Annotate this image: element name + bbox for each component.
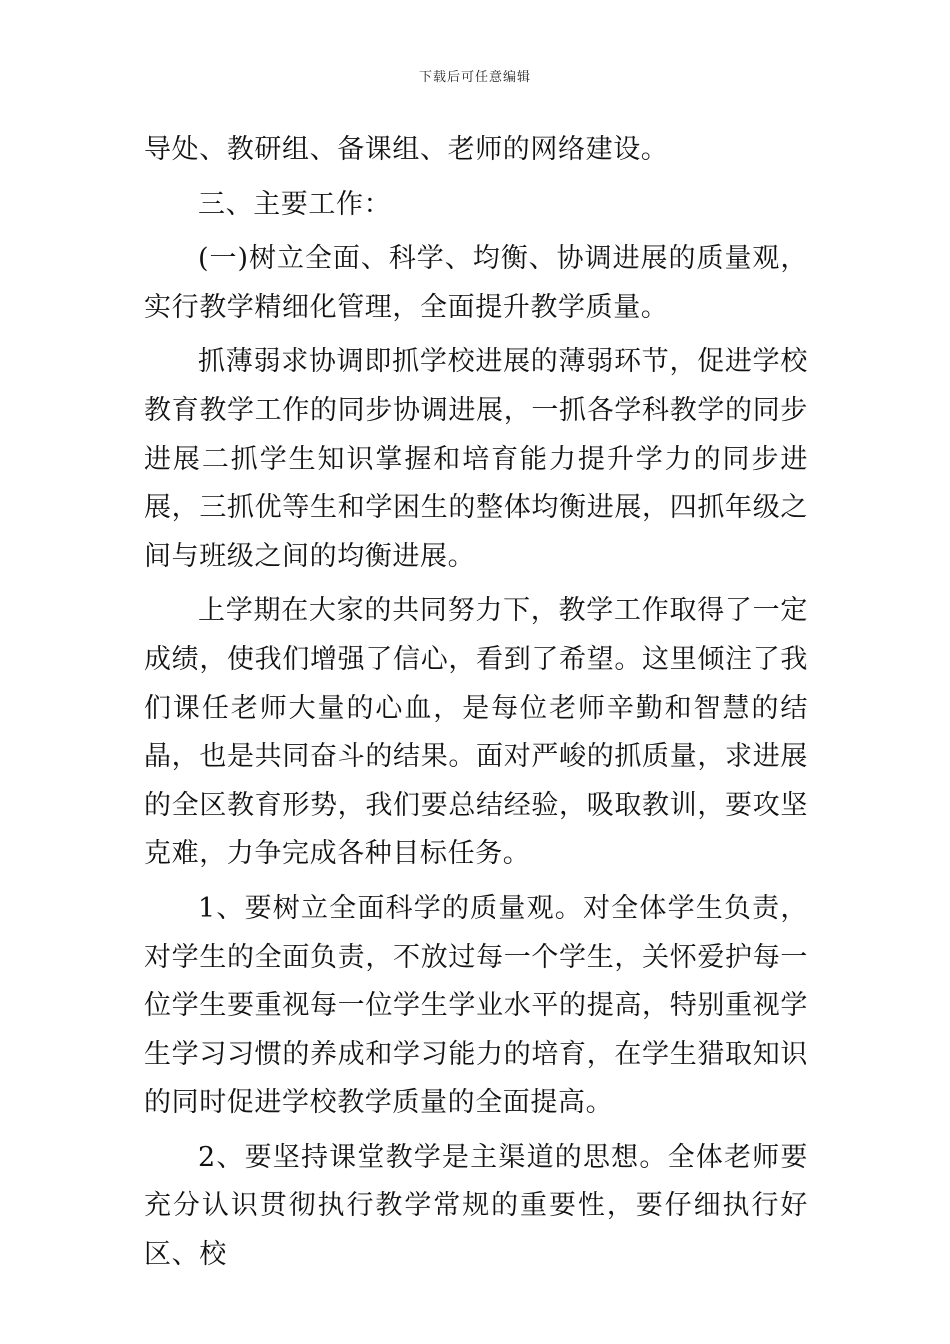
paragraph: 导处、教研组、备课组、老师的网络建设。	[144, 134, 669, 165]
paragraph: 1、要树立全面科学的质量观。对全体学生负责，对学生的全面负责，不放过每一个学生，关怀爱护每一位学生要重视每一位学生学业水平的提高，特别重视学生学习习惯的养成和学习能力的培育，在学生猎取知识的同时促进学校教学质量的全面提高。	[144, 892, 808, 1119]
page-header: 下载后可任意编辑	[418, 70, 531, 85]
section-heading: 三、主要工作：	[198, 188, 392, 220]
paragraph: 上学期在大家的共同努力下，教学工作取得了一定成绩，使我们增强了信心，看到了希望。这里倾注了我们课任老师大量的心血，是每位老师辛勤和智慧的结晶，也是共同奋斗的结果。面对严峻的抓质量，求进展的全区教育形势，我们要总结经验，吸取教训，要攻坚克难，力争完成各种目标任务。	[144, 595, 808, 870]
paragraph: 抓薄弱求协调即抓学校进展的薄弱环节，促进学校教育教学工作的同步协调进展，一抓各学科教学的同步进展二抓学生知识掌握和培育能力提升学力的同步进展，三抓优等生和学困生的整体均衡进展，四抓年级之间与班级之间的均衡进展。	[144, 346, 808, 572]
document-body	[144, 126, 808, 1286]
paragraph: (一)树立全面、科学、均衡、协调进展的质量观，实行教学精细化管理，全面提升教学质量。	[144, 243, 808, 323]
paragraph: 2、要坚持课堂教学是主渠道的思想。全体老师要充分认识贯彻执行教学常规的重要性，要仔细执行好区、校	[144, 1141, 808, 1271]
